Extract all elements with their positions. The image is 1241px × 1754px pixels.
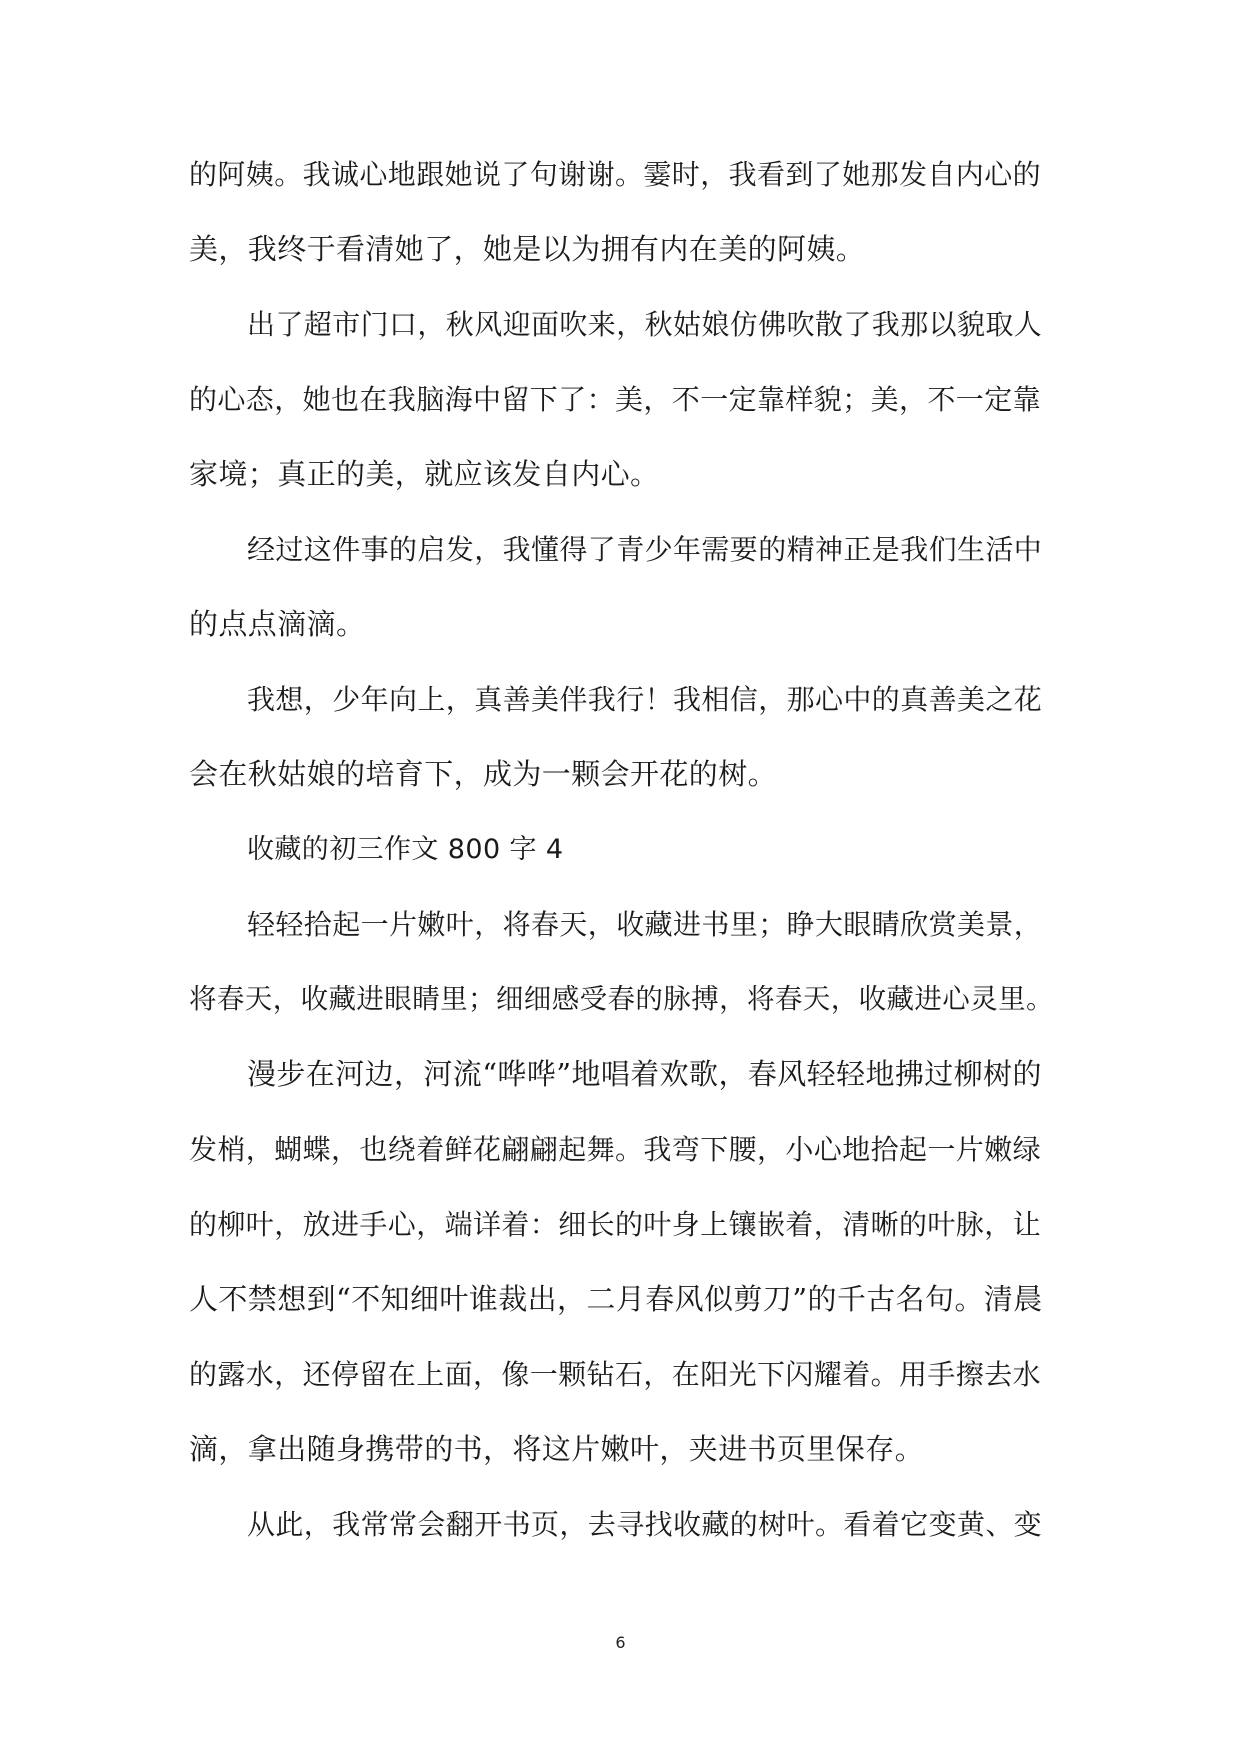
text-line: 的心态，她也在我脑海中留下了：美，不一定靠样貌；美，不一定靠 xyxy=(189,383,1042,416)
paragraph-start-line: 轻轻拾起一片嫩叶，将春天，收藏进书里；睁大眼睛欣赏美景， xyxy=(247,908,1043,941)
text-line: 美，我终于看清她了，她是以为拥有内在美的阿姨。 xyxy=(189,232,866,266)
text-line: 的点点滴滴。 xyxy=(189,607,366,641)
paragraph-start-line: 我想，少年向上，真善美伴我行！我相信，那心中的真善美之花 xyxy=(247,683,1043,716)
text-line: 发梢，蝴蝶，也绕着鲜花翩翩起舞。我弯下腰，小心地拾起一片嫩绿 xyxy=(189,1133,1042,1166)
paragraph-start-line: 经过这件事的启发，我懂得了青少年需要的精神正是我们生活中 xyxy=(247,533,1043,566)
paragraph-start-line: 出了超市门口，秋风迎面吹来，秋姑娘仿佛吹散了我那以貌取人 xyxy=(247,308,1043,341)
text-line: 将春天，收藏进眼睛里；细细感受春的脉搏，将春天，收藏进心灵里。 xyxy=(189,983,1054,1015)
text-line: 人不禁想到“不知细叶谁裁出，二月春风似剪刀”的千古名句。清晨 xyxy=(189,1282,1043,1316)
text-line: 的阿姨。我诚心地跟她说了句谢谢。霎时，我看到了她那发自内心的 xyxy=(189,158,1042,191)
section-heading: 收藏的初三作文 800 字 4 xyxy=(247,834,564,865)
text-line: 会在秋姑娘的培育下，成为一颗会开花的树。 xyxy=(189,757,778,791)
document-body xyxy=(189,137,1055,1562)
text-line: 的柳叶，放进手心，端详着：细长的叶身上镶嵌着，清晰的叶脉，让 xyxy=(189,1208,1042,1241)
paragraph-start-line: 从此，我常常会翻开书页，去寻找收藏的树叶。看着它变黄、变 xyxy=(247,1508,1043,1541)
paragraph-start-line: 漫步在河边，河流“哗哗”地唱着欢歌，春风轻轻地拂过柳树的 xyxy=(247,1057,1042,1091)
page-number: 6 xyxy=(615,1633,626,1652)
text-line: 滴，拿出随身携带的书，将这片嫩叶，夹进书页里保存。 xyxy=(189,1432,925,1466)
text-line: 家境；真正的美，就应该发自内心。 xyxy=(189,457,660,491)
text-line: 的露水，还停留在上面，像一颗钻石，在阳光下闪耀着。用手擦去水 xyxy=(189,1358,1042,1391)
